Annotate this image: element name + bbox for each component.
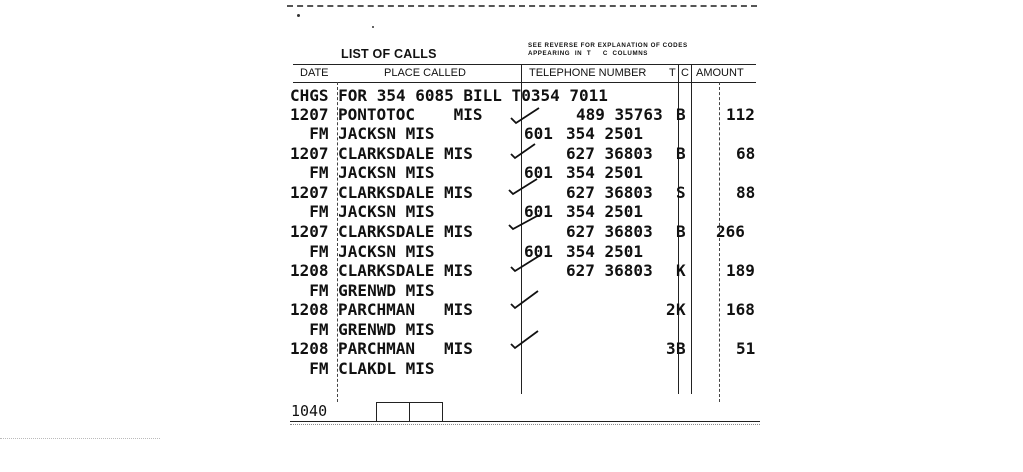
phone-number: 627 36803: [566, 222, 653, 241]
place-called: CLARKSDALE MIS: [338, 222, 473, 241]
place-called: PARCHMAN MIS: [338, 300, 473, 319]
place-called: PONTOTOC MIS: [338, 105, 483, 124]
call-amount: 266: [716, 222, 745, 241]
call-code: B: [676, 105, 686, 124]
ink-speck: [297, 14, 300, 17]
call-code: K: [676, 300, 686, 319]
place-called: FM JACKSN MIS: [290, 163, 435, 182]
area-code: 601: [524, 242, 553, 261]
call-date: 1207: [290, 183, 329, 202]
call-code: B: [676, 144, 686, 163]
call-amount: 68: [736, 144, 756, 163]
call-amount: 189: [726, 261, 755, 280]
place-called: CLARKSDALE MIS: [338, 261, 473, 280]
checkmark-icon: [508, 104, 542, 128]
phone-number: 354 2501: [566, 242, 644, 261]
checkmark-icon: [508, 252, 542, 276]
place-called: FM JACKSN MIS: [290, 202, 435, 221]
call-amount: 51: [736, 339, 756, 358]
call-date: 1208: [290, 261, 329, 280]
scan-edge-dots: [0, 438, 160, 439]
footer-perforation: [290, 424, 760, 425]
checkmark-icon: [506, 213, 540, 235]
call-date: 1207: [290, 222, 329, 241]
place-called: FM GRENWD MIS: [290, 281, 435, 300]
call-date: 1208: [290, 300, 329, 319]
call-code: S: [676, 183, 686, 202]
call-date: 1207: [290, 144, 329, 163]
call-code: K: [676, 261, 686, 280]
phone-number: 489 35763: [576, 105, 663, 124]
phone-number: 2: [666, 300, 676, 319]
place-called: PARCHMAN MIS: [338, 339, 473, 358]
column-header-telephone: TELEPHONE NUMBER: [529, 67, 647, 79]
call-date: 1208: [290, 339, 329, 358]
list-item: [290, 359, 760, 379]
call-code: B: [676, 339, 686, 358]
place-called: FM GRENWD MIS: [290, 320, 435, 339]
form-title: LIST OF CALLS: [341, 47, 437, 61]
codes-note-line-1: SEE REVERSE FOR EXPLANATION OF CODES: [528, 42, 688, 49]
row-text: CHGS FOR 354 6085 BILL T0354 7011: [290, 86, 608, 105]
place-called: FM JACKSN MIS: [290, 242, 435, 261]
column-header-c: C: [681, 67, 689, 79]
header-top-rule: [293, 64, 756, 65]
checkmark-icon: [508, 140, 538, 164]
area-code: 601: [524, 163, 553, 182]
call-code: B: [676, 222, 686, 241]
page-total-number: 1040: [291, 402, 328, 420]
phone-number: 354 2501: [566, 124, 644, 143]
ink-speck: [372, 26, 374, 28]
column-header-date: DATE: [300, 67, 329, 79]
column-header-place: PLACE CALLED: [384, 67, 466, 79]
phone-number: 627 36803: [566, 144, 653, 163]
call-amount: 88: [736, 183, 756, 202]
list-item: [290, 86, 760, 106]
torn-top-edge: [287, 5, 757, 7]
column-header-t: T: [669, 67, 676, 79]
call-amount: 168: [726, 300, 755, 319]
footer-box: [409, 402, 443, 421]
place-called: FM JACKSN MIS: [290, 124, 435, 143]
phone-number: 627 36803: [566, 183, 653, 202]
area-code: 601: [524, 124, 553, 143]
checkmark-icon: [508, 288, 542, 314]
header-bottom-rule: [293, 82, 756, 83]
place-called: FM CLAKDL MIS: [290, 359, 435, 378]
phone-number: 627 36803: [566, 261, 653, 280]
column-header-amount: AMOUNT: [696, 67, 744, 79]
footer-box: [376, 402, 410, 421]
phone-number: 354 2501: [566, 202, 644, 221]
phone-number: 354 2501: [566, 163, 644, 182]
checkmark-icon: [508, 328, 542, 354]
codes-note-line-2: APPEARING IN T C COLUMNS: [528, 50, 649, 57]
codes-note: [528, 42, 688, 58]
call-amount: 112: [726, 105, 755, 124]
phone-number: 3: [666, 339, 676, 358]
area-code: 601: [524, 202, 553, 221]
place-called: CLARKSDALE MIS: [338, 144, 473, 163]
footer-rule: [290, 421, 760, 422]
checkmark-icon: [506, 176, 540, 200]
call-date: 1207: [290, 105, 329, 124]
place-called: CLARKSDALE MIS: [338, 183, 473, 202]
